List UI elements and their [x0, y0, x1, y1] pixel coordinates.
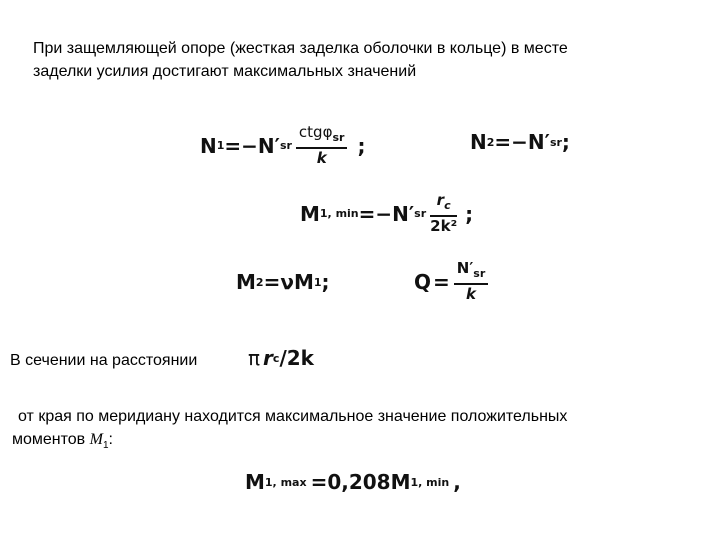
m1max-lhs: M — [245, 470, 265, 494]
formula-m2 — [236, 270, 330, 294]
section-label: В сечении на расстоянии — [10, 352, 198, 369]
section-line-2-sub: 1 — [102, 440, 109, 451]
m1min-den: 2k² — [430, 217, 458, 235]
n1-num-sub: sr — [332, 131, 345, 144]
n1-sub: sr — [279, 139, 292, 152]
m2-lhs: M — [236, 270, 256, 294]
formula-m1-max — [245, 470, 461, 494]
n2-lhs-sub: 2 — [486, 135, 495, 149]
n1-fraction — [296, 124, 348, 167]
m1max-lhs-sub: 1, max — [264, 475, 307, 489]
m1min-fraction — [430, 192, 457, 235]
formula-m1-min — [300, 192, 473, 235]
m2-lhs-sub: 2 — [255, 275, 264, 289]
m1min-sub: sr — [414, 207, 427, 220]
m1min-lhs: M — [300, 201, 320, 226]
m1min-end: ; — [465, 201, 474, 226]
section-line-2-var: M — [89, 431, 103, 448]
formula-q — [414, 260, 492, 303]
intro-line-2: заделки усилия достигают максимальных значений — [33, 63, 417, 80]
n2-eq: =−N′ — [494, 130, 550, 154]
m1max-eq: =0,208M — [310, 470, 411, 494]
m1min-eq: =−N′ — [358, 201, 415, 226]
m1min-num-sub: c — [444, 199, 451, 212]
section-line-2 — [12, 428, 567, 457]
formula-n1 — [200, 124, 365, 167]
n2-end: ; — [561, 130, 570, 154]
section-paragraph — [12, 405, 568, 457]
intro-paragraph — [33, 37, 568, 83]
section-line-1: от края по меридиану находится максимальное значение положительных — [18, 408, 568, 425]
dist-r: r — [263, 346, 273, 370]
q-num: N′ — [456, 259, 474, 277]
n1-lhs-sub: 1 — [216, 139, 225, 152]
formula-distance — [248, 346, 314, 370]
n1-lhs: N — [200, 133, 217, 158]
n1-eq: =−N′ — [224, 133, 280, 158]
q-eq: = — [433, 269, 450, 294]
n2-lhs: N — [470, 130, 487, 154]
intro-line-1: При защемляющей опоре (жесткая заделка оболочки в кольце) в месте — [33, 40, 568, 57]
n1-den: k — [316, 149, 327, 167]
q-num-sub: sr — [473, 267, 486, 280]
dist-pi: π — [248, 346, 261, 370]
n1-num: ctgφ — [298, 123, 333, 141]
m1max-rhs-sub: 1, min — [410, 475, 450, 489]
m1min-lhs-sub: 1, min — [319, 207, 359, 220]
formula-n2 — [470, 130, 570, 154]
dist-r-sub: c — [272, 351, 280, 365]
q-lhs: Q — [414, 269, 432, 294]
m1min-num: r — [436, 191, 445, 209]
dist-rest: /2k — [279, 346, 314, 370]
q-fraction — [454, 260, 489, 303]
m2-end: ; — [321, 270, 330, 294]
n2-sub: sr — [549, 135, 562, 149]
section-line-2-prefix: моментов — [12, 431, 90, 448]
m2-rhs-sub: 1 — [313, 275, 322, 289]
m1max-end: , — [453, 470, 461, 494]
m2-eq: =νM — [263, 270, 314, 294]
section-line-2-suffix: : — [108, 431, 113, 448]
n1-end: ; — [357, 133, 366, 158]
q-den: k — [466, 285, 477, 303]
